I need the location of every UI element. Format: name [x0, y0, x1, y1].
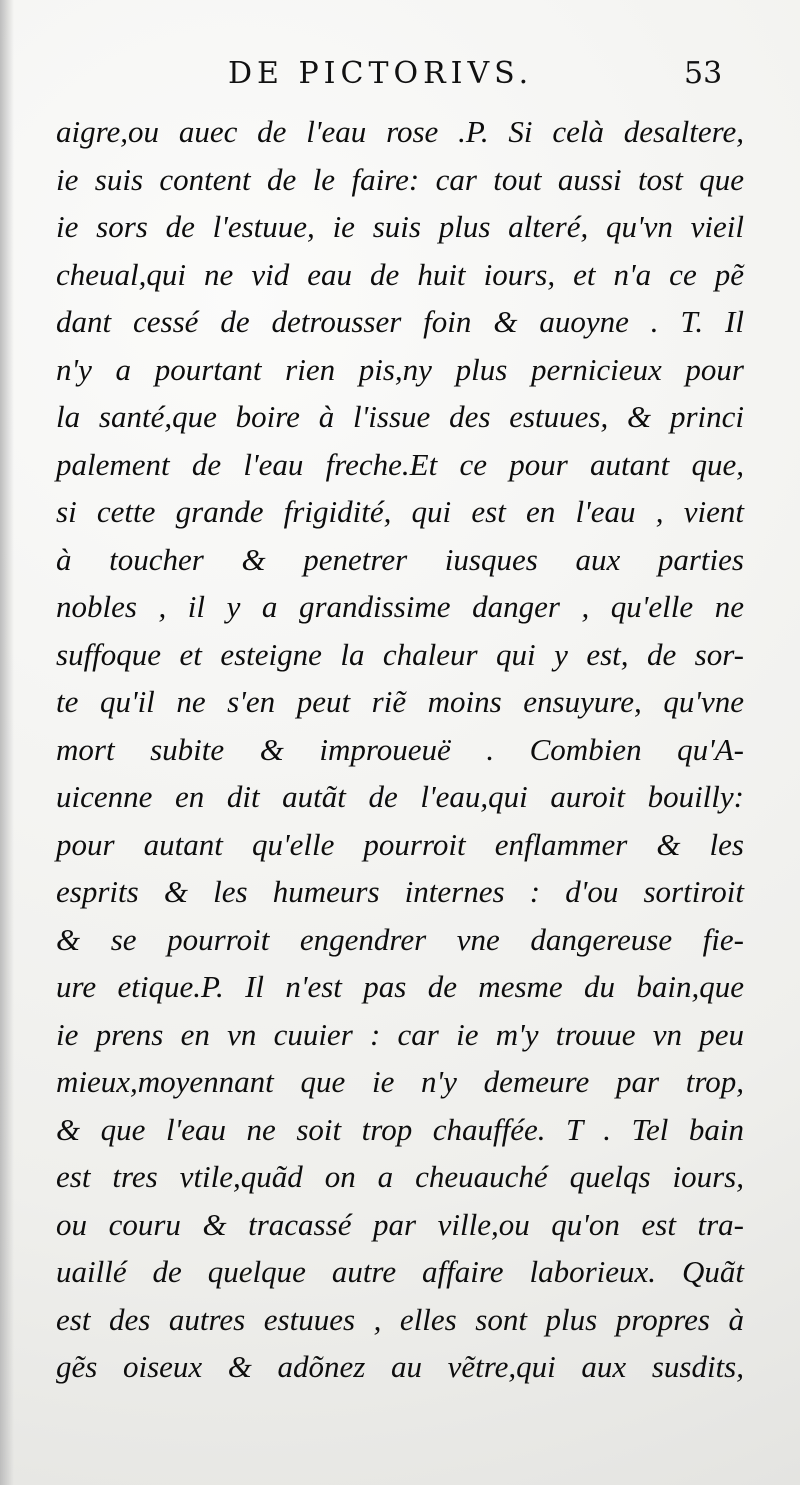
gutter-shadow: [0, 0, 14, 1485]
text-line: palement de l'eau freche.Et ce pour autant que,: [56, 446, 744, 482]
text-line: mort subite & improueuë . Combien qu'A-: [56, 731, 744, 767]
text-line: & se pourroit engendrer vne dangereuse fie-: [56, 921, 744, 957]
text-line: nobles , il y a grandissime danger , qu'elle ne: [56, 589, 744, 624]
text-line: mieux,moyennant que ie n'y demeure par trop,: [56, 1064, 744, 1099]
text-line: cheual,qui ne vid eau de huit iours, et n'a ce pẽ: [56, 256, 744, 292]
text-line: ou couru & tracassé par ville,ou qu'on est tra-: [56, 1206, 744, 1242]
text-line: ie suis content de le faire: car tout aussi tost que: [56, 161, 744, 197]
text-line: te qu'il ne s'en peut riẽ moins ensuyure, qu'vne: [56, 684, 744, 719]
text-line: ure etique.P. Il n'est pas de mesme du bain,que: [56, 969, 744, 1004]
text-line: ie prens en vn cuuier : car ie m'y trouue vn peu: [56, 1016, 744, 1052]
text-line: pour autant qu'elle pourroit enflammer & les: [56, 826, 744, 862]
text-line: & que l'eau ne soit trop chauffée. T . Tel bain: [56, 1111, 744, 1147]
text-line: la santé,que boire à l'issue des estuues, & princi: [56, 399, 744, 434]
text-line: uaillé de quelque autre affaire laborieux. Quãt: [56, 1254, 744, 1289]
text-line: si cette grande frigidité, qui est en l'eau , vient: [56, 494, 744, 529]
text-line: gẽs oiseux & adõnez au vẽtre,qui aux susdits,: [56, 1349, 744, 1384]
text-line: esprits & les humeurs internes : d'ou sortiroit: [56, 874, 744, 909]
text-line: aigre,ou auec de l'eau rose .P. Si celà desaltere,: [56, 114, 744, 149]
text-line: ie sors de l'estuue, ie suis plus alteré, qu'vn vieil: [56, 209, 744, 244]
text-line: est des autres estuues , elles sont plus propres à: [56, 1301, 744, 1337]
text-block: [56, 108, 744, 1391]
text-line: est tres vtile,quãd on a cheuauché quelqs iours,: [56, 1159, 744, 1194]
text-line: uicenne en dit autãt de l'eau,qui auroit bouilly:: [56, 779, 744, 814]
page-number: 53: [684, 56, 723, 91]
page-header: [0, 56, 800, 96]
text-line: dant cessé de detrousser foin & auoyne . T. Il: [56, 304, 744, 339]
text-line: à toucher & penetrer iusques aux parties: [56, 541, 744, 577]
text-line: suffoque et esteigne la chaleur qui y est, de sor-: [56, 636, 744, 672]
text-line: n'y a pourtant rien pis,ny plus pernicieux pour: [56, 351, 744, 387]
running-head: DE PICTORIVS.: [228, 56, 534, 91]
